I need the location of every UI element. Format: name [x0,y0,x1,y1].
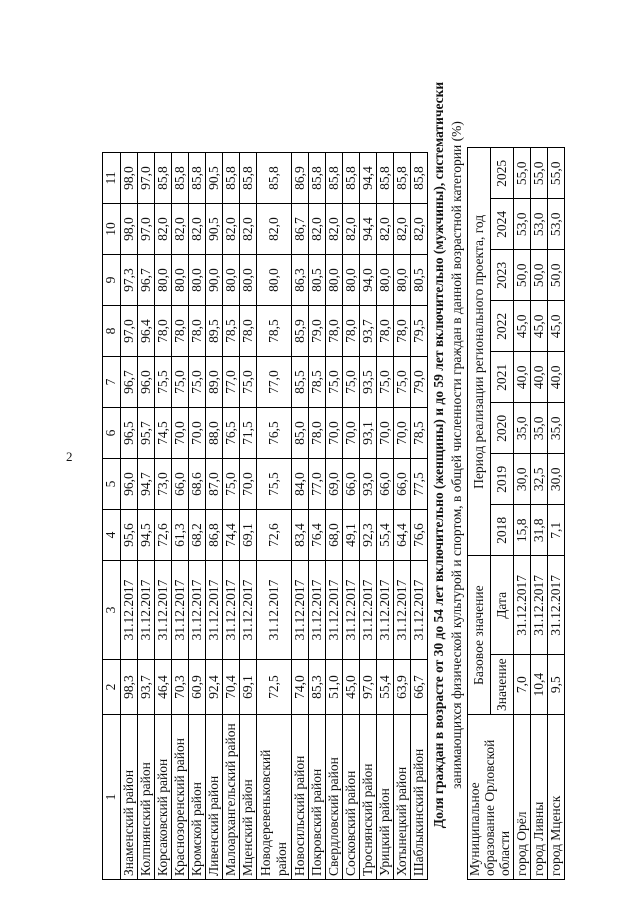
year-value: 85,8 [155,153,172,204]
base-date: 31.12.2017 [326,561,343,660]
year-value: 49,1 [343,510,360,561]
district-name: Корсаковский район [155,715,172,880]
year-value: 50,0 [530,250,547,301]
year-value: 35,0 [513,403,530,454]
year-value: 78,0 [189,306,206,357]
table-row [326,153,343,880]
district-name: Колпнянский район [138,715,155,880]
year-value: 96,7 [121,357,138,408]
year-value: 40,0 [530,352,547,403]
year-value: 75,0 [223,459,240,510]
base-date: 31.12.2017 [257,561,292,660]
table-row [394,153,411,880]
year-value: 76,4 [309,510,326,561]
year-value: 80,0 [257,255,292,306]
year-value: 84,0 [292,459,309,510]
column-number: 3 [103,561,121,660]
year-value: 80,5 [411,255,428,306]
table-row [343,153,360,880]
base-date: 31.12.2017 [121,561,138,660]
header-year: 2024 [490,199,513,250]
year-value: 86,3 [292,255,309,306]
base-date: 31.12.2017 [394,561,411,660]
year-value: 69,1 [240,510,257,561]
year-value: 85,8 [411,153,428,204]
table-row [411,153,428,880]
year-value: 30,0 [547,454,564,505]
column-number: 6 [103,408,121,459]
year-value: 66,0 [172,459,189,510]
table-row [547,148,564,880]
year-value: 82,0 [394,204,411,255]
year-value: 96,5 [121,408,138,459]
year-value: 87,0 [206,459,223,510]
district-name: Кромской район [189,715,206,880]
year-value: 78,0 [240,306,257,357]
year-value: 32,5 [530,454,547,505]
year-value: 90,0 [206,255,223,306]
base-date: 31.12.2017 [377,561,394,660]
district-name: Мценский район [240,715,257,880]
year-value: 97,0 [138,204,155,255]
rotated-page-content [102,30,632,880]
year-value: 80,0 [172,255,189,306]
table-row [377,153,394,880]
districts-table [102,152,428,880]
year-value: 78,0 [343,306,360,357]
base-value: 10,4 [530,655,547,715]
district-name: Троснянский район [360,715,377,880]
header-date: Дата [490,556,513,655]
year-value: 82,0 [189,204,206,255]
year-value: 78,5 [223,306,240,357]
header-year: 2025 [490,148,513,199]
base-value: 55,4 [377,660,394,715]
year-value: 74,4 [223,510,240,561]
base-date: 31.12.2017 [240,561,257,660]
year-value: 85,8 [326,153,343,204]
district-name: Шаблыкинский район [411,715,428,880]
base-value: 46,4 [155,660,172,715]
column-number: 8 [103,306,121,357]
year-value: 94,7 [138,459,155,510]
year-value: 31,8 [530,505,547,556]
header-period: Период реализации регионального проекта, год [468,148,491,556]
district-name: Ливенский район [206,715,223,880]
district-name: Знаменский район [121,715,138,880]
year-value: 70,0 [343,408,360,459]
year-value: 93,0 [360,459,377,510]
year-value: 64,4 [394,510,411,561]
year-value: 80,0 [155,255,172,306]
table-caption [428,30,467,880]
year-value: 85,8 [377,153,394,204]
year-value: 53,0 [513,199,530,250]
header-row [103,153,121,880]
year-value: 85,8 [257,153,292,204]
municipality-name: город Орёл [513,715,530,880]
year-value: 86,7 [292,204,309,255]
year-value: 96,0 [121,459,138,510]
cities-table [467,147,565,880]
table-row [155,153,172,880]
caption-line-1: Доля граждан в возрасте от 30 до 54 лет включительно (женщины) и до 59 лет включительно (мужчины), систематически [431,81,446,829]
year-value: 75,5 [257,459,292,510]
year-value: 74,5 [155,408,172,459]
year-value: 85,8 [189,153,206,204]
year-value: 95,6 [121,510,138,561]
year-value: 82,0 [377,204,394,255]
base-value: 60,9 [189,660,206,715]
year-value: 45,0 [530,301,547,352]
year-value: 68,2 [189,510,206,561]
year-value: 70,0 [172,408,189,459]
year-value: 86,9 [292,153,309,204]
year-value: 97,3 [121,255,138,306]
district-name: Урицкий район [377,715,394,880]
year-value: 83,4 [292,510,309,561]
year-value: 80,5 [309,255,326,306]
year-value: 55,0 [513,148,530,199]
year-value: 75,0 [343,357,360,408]
year-value: 75,5 [155,357,172,408]
year-value: 70,0 [394,408,411,459]
year-value: 85,8 [394,153,411,204]
year-value: 75,0 [377,357,394,408]
table-row [292,153,309,880]
year-value: 40,0 [547,352,564,403]
year-value: 50,0 [547,250,564,301]
year-value: 72,6 [257,510,292,561]
year-value: 78,0 [155,306,172,357]
year-value: 78,0 [394,306,411,357]
year-value: 55,0 [530,148,547,199]
base-date: 31.12.2017 [547,556,564,655]
base-date: 31.12.2017 [138,561,155,660]
base-value: 92,4 [206,660,223,715]
year-value: 68,0 [326,510,343,561]
year-value: 53,0 [547,199,564,250]
year-value: 82,0 [411,204,428,255]
year-value: 45,0 [513,301,530,352]
base-date: 31.12.2017 [343,561,360,660]
year-value: 85,9 [292,306,309,357]
year-value: 73,0 [155,459,172,510]
base-value: 74,0 [292,660,309,715]
year-value: 89,5 [206,306,223,357]
base-value: 98,3 [121,660,138,715]
year-value: 76,5 [223,408,240,459]
year-value: 98,0 [121,153,138,204]
year-value: 70,0 [189,408,206,459]
year-value: 77,0 [309,459,326,510]
year-value: 55,4 [377,510,394,561]
header-year: 2022 [490,301,513,352]
year-value: 79,0 [411,357,428,408]
caption-line-2: занимающихся физической культурой и спортом, в общей численности граждан в данной возрастной категории (%) [448,121,464,789]
header-municipality: Муниципальное образование Орловской области [468,715,514,880]
year-value: 85,8 [223,153,240,204]
year-value: 69,0 [326,459,343,510]
base-value: 85,3 [309,660,326,715]
year-value: 85,8 [343,153,360,204]
year-value: 94,0 [360,255,377,306]
year-value: 80,0 [343,255,360,306]
base-date: 31.12.2017 [189,561,206,660]
page-number: 2 [66,449,73,464]
table-row [240,153,257,880]
year-value: 89,0 [206,357,223,408]
year-value: 78,0 [172,306,189,357]
year-value: 90,5 [206,153,223,204]
year-value: 82,0 [326,204,343,255]
table-row [189,153,206,880]
year-value: 78,0 [309,408,326,459]
year-value: 78,0 [326,306,343,357]
header-year: 2021 [490,352,513,403]
year-value: 45,0 [547,301,564,352]
column-number: 10 [103,204,121,255]
year-value: 75,0 [240,357,257,408]
year-value: 96,4 [138,306,155,357]
year-value: 75,0 [326,357,343,408]
header-base-value: Базовое значение [468,556,491,715]
year-value: 80,0 [326,255,343,306]
year-value: 86,8 [206,510,223,561]
year-value: 80,0 [394,255,411,306]
base-value: 72,5 [257,660,292,715]
year-value: 77,0 [257,357,292,408]
year-value: 82,0 [172,204,189,255]
year-value: 75,0 [394,357,411,408]
base-value: 9,5 [547,655,564,715]
year-value: 96,0 [138,357,155,408]
year-value: 68,6 [189,459,206,510]
year-value: 75,0 [189,357,206,408]
base-date: 31.12.2017 [223,561,240,660]
year-value: 82,0 [223,204,240,255]
district-name: Новосильский район [292,715,309,880]
year-value: 76,6 [411,510,428,561]
base-value: 69,1 [240,660,257,715]
year-value: 70,0 [240,459,257,510]
year-value: 78,5 [257,306,292,357]
table-row [309,153,326,880]
year-value: 85,8 [172,153,189,204]
year-value: 76,5 [257,408,292,459]
municipality-name: город Мценск [547,715,564,880]
year-value: 97,0 [138,153,155,204]
year-value: 94,4 [360,204,377,255]
column-number: 4 [103,510,121,561]
header-value: Значение [490,655,513,715]
table-row [172,153,189,880]
year-value: 71,5 [240,408,257,459]
year-value: 98,0 [121,204,138,255]
year-value: 94,4 [360,153,377,204]
year-value: 66,0 [343,459,360,510]
year-value: 85,8 [240,153,257,204]
base-date: 31.12.2017 [411,561,428,660]
district-name: Покровский район [309,715,326,880]
table-row [138,153,155,880]
year-value: 82,0 [343,204,360,255]
year-value: 70,0 [326,408,343,459]
year-value: 35,0 [547,403,564,454]
base-value: 70,3 [172,660,189,715]
year-value: 85,5 [292,357,309,408]
base-date: 31.12.2017 [513,556,530,655]
year-value: 40,0 [513,352,530,403]
column-number: 7 [103,357,121,408]
year-value: 70,0 [377,408,394,459]
year-value: 78,0 [377,306,394,357]
year-value: 93,7 [360,306,377,357]
table-row [121,153,138,880]
year-value: 92,3 [360,510,377,561]
year-value: 72,6 [155,510,172,561]
base-date: 31.12.2017 [155,561,172,660]
year-value: 78,5 [309,357,326,408]
year-value: 78,5 [411,408,428,459]
district-name: Новодеревеньковский район [257,715,292,880]
year-value: 82,0 [257,204,292,255]
header-year: 2018 [490,505,513,556]
year-value: 80,0 [240,255,257,306]
year-value: 66,0 [377,459,394,510]
year-value: 85,0 [292,408,309,459]
base-value: 51,0 [326,660,343,715]
district-name: Свердловский район [326,715,343,880]
year-value: 82,0 [155,204,172,255]
district-name: Хотынецкий район [394,715,411,880]
year-value: 93,1 [360,408,377,459]
table-row [257,153,292,880]
base-value: 63,9 [394,660,411,715]
year-value: 75,0 [172,357,189,408]
year-value: 53,0 [530,199,547,250]
table-row [530,148,547,880]
year-value: 66,0 [394,459,411,510]
year-value: 82,0 [240,204,257,255]
year-value: 77,0 [223,357,240,408]
year-value: 50,0 [513,250,530,301]
year-value: 79,5 [411,306,428,357]
year-value: 80,0 [223,255,240,306]
base-date: 31.12.2017 [530,556,547,655]
table-row [206,153,223,880]
column-number: 1 [103,715,121,880]
year-value: 85,8 [309,153,326,204]
year-value: 82,0 [309,204,326,255]
base-value: 93,7 [138,660,155,715]
base-value: 7,0 [513,655,530,715]
year-value: 94,5 [138,510,155,561]
base-date: 31.12.2017 [360,561,377,660]
column-number: 5 [103,459,121,510]
table-row [223,153,240,880]
base-value: 97,0 [360,660,377,715]
base-date: 31.12.2017 [309,561,326,660]
year-value: 80,0 [189,255,206,306]
base-date: 31.12.2017 [172,561,189,660]
year-value: 7,1 [547,505,564,556]
year-value: 97,0 [121,306,138,357]
base-date: 31.12.2017 [206,561,223,660]
year-value: 30,0 [513,454,530,505]
year-value: 96,7 [138,255,155,306]
base-value: 70,4 [223,660,240,715]
base-value: 45,0 [343,660,360,715]
year-value: 95,7 [138,408,155,459]
year-value: 77,5 [411,459,428,510]
municipality-name: город Ливны [530,715,547,880]
column-number: 9 [103,255,121,306]
year-value: 15,8 [513,505,530,556]
year-value: 93,5 [360,357,377,408]
year-value: 88,0 [206,408,223,459]
table-row [360,153,377,880]
column-number: 11 [103,153,121,204]
year-value: 80,0 [377,255,394,306]
year-value: 61,3 [172,510,189,561]
base-value: 66,7 [411,660,428,715]
year-value: 35,0 [530,403,547,454]
column-number: 2 [103,660,121,715]
table-row [513,148,530,880]
base-date: 31.12.2017 [292,561,309,660]
header-year: 2019 [490,454,513,505]
year-value: 90,5 [206,204,223,255]
header-year: 2023 [490,250,513,301]
district-name: Сосковский район [343,715,360,880]
header-year: 2020 [490,403,513,454]
district-name: Малоархангельский район [223,715,240,880]
district-name: Краснозоренский район [172,715,189,880]
year-value: 79,0 [309,306,326,357]
year-value: 55,0 [547,148,564,199]
